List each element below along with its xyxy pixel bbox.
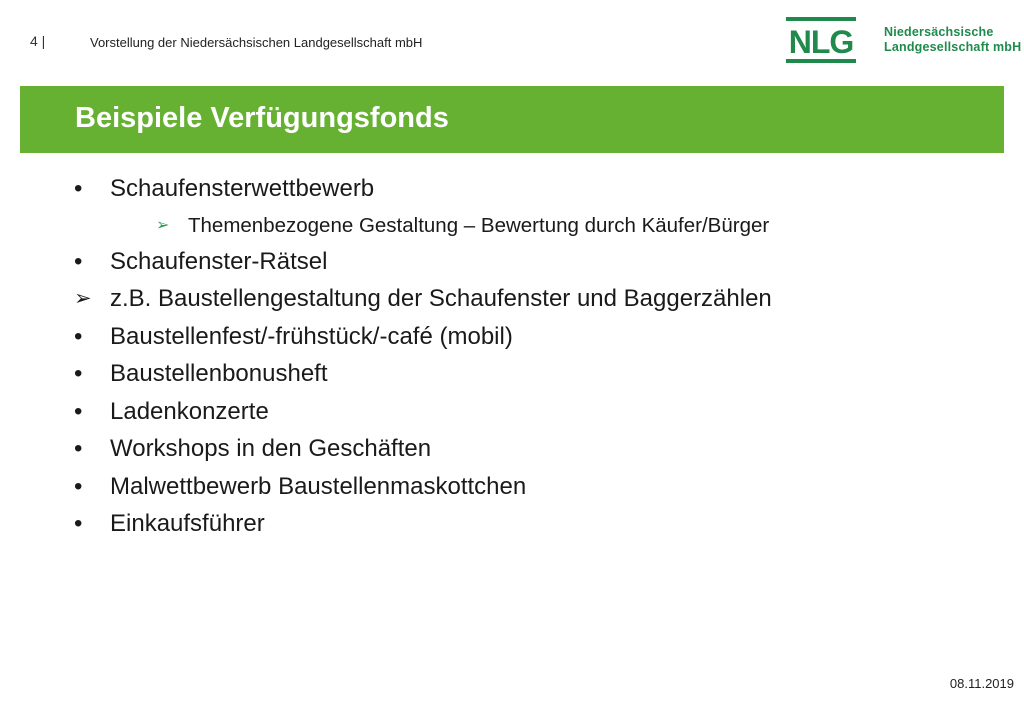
list-item	[74, 318, 994, 356]
arrow-bullet-icon: ➢	[74, 287, 92, 310]
footer-date: 08.11.2019	[949, 676, 1014, 691]
bullet-icon: •	[74, 360, 83, 387]
list-item-text: Malwettbewerb Baustellenmaskottchen	[110, 472, 527, 500]
arrow-bullet-icon: ➢	[156, 216, 170, 234]
list-item	[74, 430, 994, 468]
list-item	[74, 468, 994, 506]
bullet-icon: •	[74, 510, 83, 537]
list-item-text: Workshops in den Geschäften	[110, 435, 432, 462]
bullet-icon: •	[74, 247, 83, 275]
bullet-list	[74, 170, 994, 543]
bullet-icon: •	[74, 435, 83, 462]
list-item-text: Einkaufsführer	[110, 510, 265, 537]
page-number: 4 |	[30, 33, 46, 49]
bullet-icon: •	[74, 322, 83, 350]
list-item	[74, 170, 994, 208]
list-item	[74, 243, 994, 281]
list-item	[74, 280, 994, 318]
bullet-icon: •	[74, 472, 83, 500]
logo-text	[884, 25, 1021, 55]
list-item-text: Baustellenfest/-frühstück/-café (mobil)	[110, 322, 513, 350]
list-item	[74, 505, 994, 543]
list-item	[74, 355, 994, 393]
list-item-text: Baustellenbonusheft	[110, 360, 328, 387]
list-item-text: Schaufensterwettbewerb	[110, 175, 375, 202]
logo-line1: Niedersächsische	[884, 25, 994, 39]
logo-abbreviation: NLG	[788, 24, 854, 60]
list-item-text: z.B. Baustellengestaltung der Schaufenster und Baggerzählen	[110, 285, 772, 312]
bullet-icon: •	[74, 397, 83, 425]
title-bar	[20, 86, 1004, 153]
list-item-text: Schaufenster-Rätsel	[110, 247, 328, 275]
slide-title: Beispiele Verfügungsfonds	[75, 102, 449, 134]
list-item-sub	[74, 208, 994, 243]
nlg-logo	[786, 17, 856, 63]
header-subtitle: Vorstellung der Niedersächsischen Landgesellschaft mbH	[90, 35, 423, 50]
list-item	[74, 393, 994, 431]
list-item-text: Themenbezogene Gestaltung – Bewertung durch Käufer/Bürger	[188, 213, 770, 237]
bullet-icon: •	[74, 175, 83, 202]
list-item-text: Ladenkonzerte	[110, 397, 269, 425]
logo-line2: Landgesellschaft mbH	[884, 40, 1022, 54]
